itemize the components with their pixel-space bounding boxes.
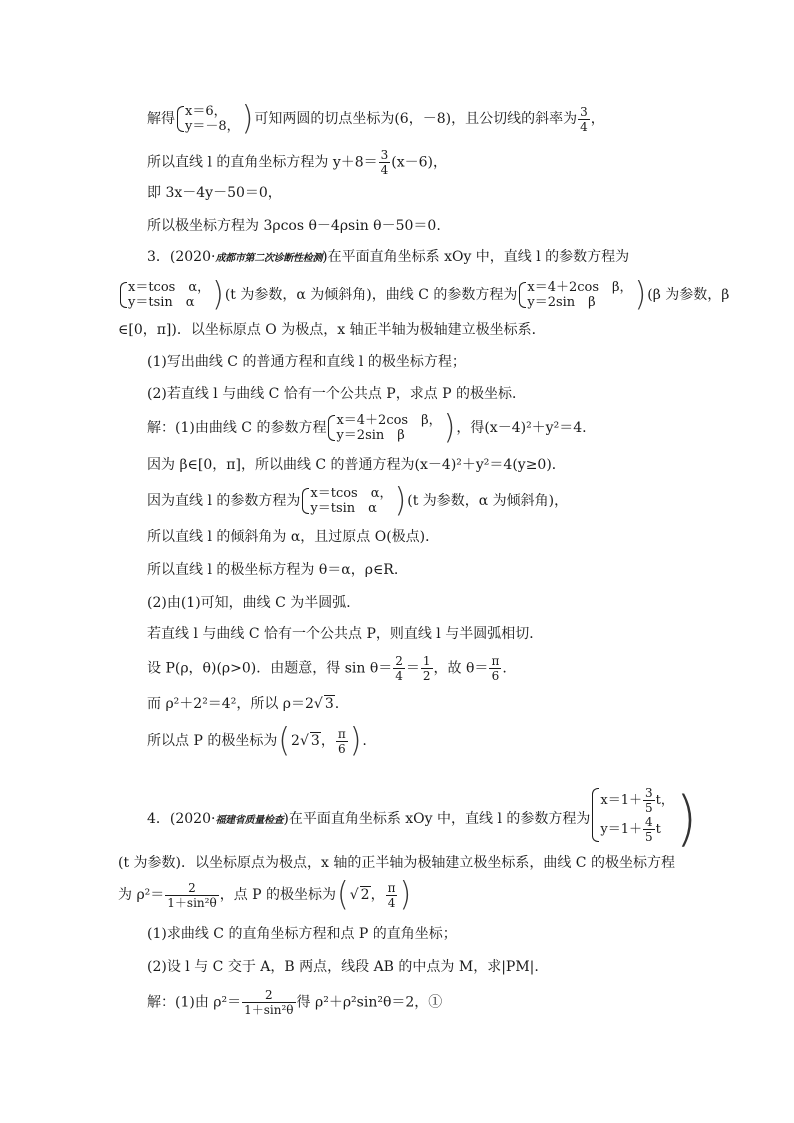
- equation-system: [327, 413, 441, 443]
- numerator: 4: [645, 815, 653, 829]
- text: x＝1＋: [600, 793, 642, 808]
- question-3-domain: ∈[0，π])．以坐标原点 O 为极点，x 轴正半轴为极轴建立极坐标系．: [118, 322, 546, 338]
- fraction: [643, 786, 655, 815]
- denominator: 6: [491, 669, 500, 683]
- question-4-part2: (2)设 l 与 C 交于 A，B 两点，线段 AB 的中点为 M，求|PM|.: [147, 959, 539, 975]
- sys-row: x＝tcos α，: [310, 486, 393, 501]
- text: y＝1＋: [600, 822, 643, 837]
- close-paren: ): [241, 99, 254, 138]
- denominator: 5: [645, 830, 653, 844]
- text: 而 ρ²＋2²＝4²，所以 ρ＝2: [147, 696, 314, 712]
- solution-step-3: [147, 481, 569, 520]
- sys-row: y＝2sin β: [527, 295, 596, 310]
- line-polar-equation: 所以极坐标方程为 3ρcos θ－4ρsin θ－50＝0.: [147, 218, 441, 234]
- denominator: 6: [337, 741, 346, 756]
- radicand: 3: [310, 733, 320, 749]
- sys-row: x＝4＋2cos β，: [336, 413, 442, 428]
- text: 得 ρ²＋ρ²sin²θ＝2，①: [296, 994, 443, 1011]
- fraction: [578, 105, 590, 134]
- sqrt-icon: √: [313, 696, 323, 712]
- fraction: [242, 988, 295, 1017]
- numerator: π: [387, 880, 396, 895]
- equation-system: [518, 280, 632, 310]
- numerator: π: [491, 654, 500, 668]
- fraction: [336, 727, 348, 756]
- sys-row: y＝2sin β: [336, 428, 405, 443]
- sys-row: x＝6，: [185, 104, 227, 119]
- text: 解：(1)由曲线 C 的参数方程: [147, 420, 327, 436]
- radicand: 3: [324, 696, 334, 712]
- text: .: [334, 696, 340, 712]
- sys-row: [600, 786, 673, 815]
- close-paren: ): [394, 481, 407, 520]
- sys-row: x＝4＋2cos β，: [527, 280, 633, 295]
- solution-step-6: (2)由(1)可知，曲线 C 为半圆弧．: [147, 595, 361, 611]
- question-source: 成都市第二次诊断性检测: [215, 253, 323, 264]
- question-3-part1: (1)写出曲线 C 的普通方程和直线 l 的极坐标方程；: [147, 354, 466, 370]
- solution-step-2: 因为 β∈[0，π]，所以曲线 C 的普通方程为(x－4)²＋y²＝4(y≥0)．: [147, 457, 566, 473]
- denominator: 4: [380, 163, 389, 177]
- text: ，点 P 的极坐标为: [219, 887, 337, 903]
- denominator: 4: [387, 895, 396, 910]
- denominator: 2: [422, 669, 431, 683]
- open-paren: (: [278, 721, 291, 760]
- sys-row: y＝－8，: [185, 119, 240, 134]
- text: (t 为参数，α 为倾斜角)，: [407, 493, 569, 509]
- line-simplified: 即 3x－4y－50＝0，: [147, 185, 282, 201]
- fraction: [421, 654, 433, 683]
- question-4-body: (t 为参数)．以坐标原点为极点，x 轴的正半轴为极轴建立极坐标系，曲线 C 的极坐标方程: [118, 855, 675, 871]
- equation-system: [119, 280, 210, 310]
- text: (t 为参数，α 为倾斜角)，曲线 C 的参数方程为: [224, 287, 518, 303]
- denominator: 4: [395, 669, 403, 683]
- question-3-params: [118, 275, 730, 314]
- solution-step-9: [147, 694, 339, 714]
- text: 可知两圆的切点坐标为(6，－8)，且公切线的斜率为: [254, 111, 578, 127]
- numerator: π: [337, 726, 346, 741]
- solution-step-8: [147, 654, 507, 683]
- equation-system: [591, 786, 673, 844]
- question-4-curve: [118, 875, 412, 914]
- sqrt-icon: √: [299, 733, 309, 749]
- text: )在平面直角坐标系 xOy 中，直线 l 的参数方程为: [283, 811, 591, 827]
- question-4-part1: (1)求曲线 C 的直角坐标方程和点 P 的直角坐标；: [147, 926, 457, 942]
- question-4-stem: [147, 783, 698, 854]
- sqrt-icon: √: [349, 887, 359, 903]
- solution-step-10: [147, 721, 367, 760]
- text: (x－6)，: [391, 154, 448, 171]
- fraction: [489, 654, 501, 683]
- denominator: 1＋sin²θ: [167, 895, 217, 910]
- solution-step-4: 所以直线 l 的倾斜角为 α，且过原点 O(极点)．: [147, 529, 440, 545]
- text: t，: [655, 793, 674, 808]
- numerator: 1: [422, 654, 431, 668]
- question-number: 4．(2020·: [147, 811, 216, 827]
- sys-row: [600, 815, 673, 844]
- solution-step-7: 若直线 l 与曲线 C 恰有一个公共点 P，则直线 l 与半圆弧相切．: [147, 626, 544, 642]
- text: t: [655, 822, 661, 837]
- text: ，: [590, 111, 605, 127]
- close-paren: ): [212, 275, 224, 314]
- close-paren: ): [675, 783, 697, 854]
- solution-step-5: 所以直线 l 的极坐标方程为 θ＝α，ρ∈R.: [147, 562, 399, 578]
- text: 所以点 P 的极坐标为: [147, 733, 278, 749]
- numerator: 2: [395, 654, 403, 668]
- denominator: 4: [580, 119, 588, 134]
- open-paren: (: [337, 875, 349, 914]
- text: .: [502, 660, 507, 677]
- question-3-stem: [147, 247, 629, 269]
- fraction: [386, 881, 398, 910]
- text: 为 ρ²＝: [118, 887, 165, 903]
- text: ＝: [405, 660, 420, 677]
- solution-4-step-1: [147, 988, 442, 1017]
- equation-system: [176, 104, 240, 134]
- question-source: 福建省质量检查: [215, 815, 284, 826]
- sys-row: y＝tsin α: [128, 295, 195, 310]
- fraction: [165, 881, 218, 910]
- numerator: 3: [645, 786, 653, 800]
- fraction: [379, 148, 391, 177]
- text: )在平面直角坐标系 xOy 中，直线 l 的参数方程为: [322, 249, 630, 265]
- numerator: 2: [242, 988, 295, 1003]
- text: 解得: [147, 111, 175, 127]
- numerator: 3: [580, 104, 588, 119]
- radicand: 2: [360, 887, 370, 903]
- close-paren: ): [634, 275, 647, 314]
- question-3-part2: (2)若直线 l 与曲线 C 恰有一个公共点 P，求点 P 的极坐标．: [147, 386, 527, 402]
- denominator: 1＋sin²θ: [244, 1003, 294, 1017]
- text: ，得(x－4)²＋y²＝4.: [456, 420, 587, 436]
- text: 2: [291, 733, 300, 749]
- sys-row: x＝tcos α，: [128, 280, 211, 295]
- close-paren: ): [443, 408, 456, 447]
- close-paren: ): [349, 721, 362, 760]
- fraction: [393, 654, 405, 683]
- text: (β 为参数，β: [647, 287, 730, 303]
- text: 所以直线 l 的直角坐标方程为 y＋8＝: [147, 154, 378, 171]
- sys-row: y＝tsin α: [310, 501, 377, 516]
- close-paren: ): [399, 875, 412, 914]
- fraction: [643, 815, 655, 844]
- text: 设 P(ρ，θ)(ρ>0)．由题意，得 sin θ＝: [147, 660, 393, 677]
- equation-system: [301, 486, 392, 516]
- denominator: 5: [645, 801, 653, 815]
- solution-step-1: [147, 408, 587, 447]
- question-number: 3．(2020·: [147, 249, 216, 265]
- numerator: 2: [165, 881, 218, 896]
- text: ，: [320, 733, 335, 749]
- line-solve-system: [147, 99, 605, 138]
- text: ，: [370, 887, 385, 903]
- text: .: [362, 733, 367, 749]
- line-cartesian-equation: [147, 148, 447, 177]
- numerator: 3: [380, 148, 389, 162]
- text: 因为直线 l 的参数方程为: [147, 493, 301, 509]
- text: ，故 θ＝: [433, 660, 489, 677]
- text: 解：(1)由 ρ²＝: [147, 994, 242, 1011]
